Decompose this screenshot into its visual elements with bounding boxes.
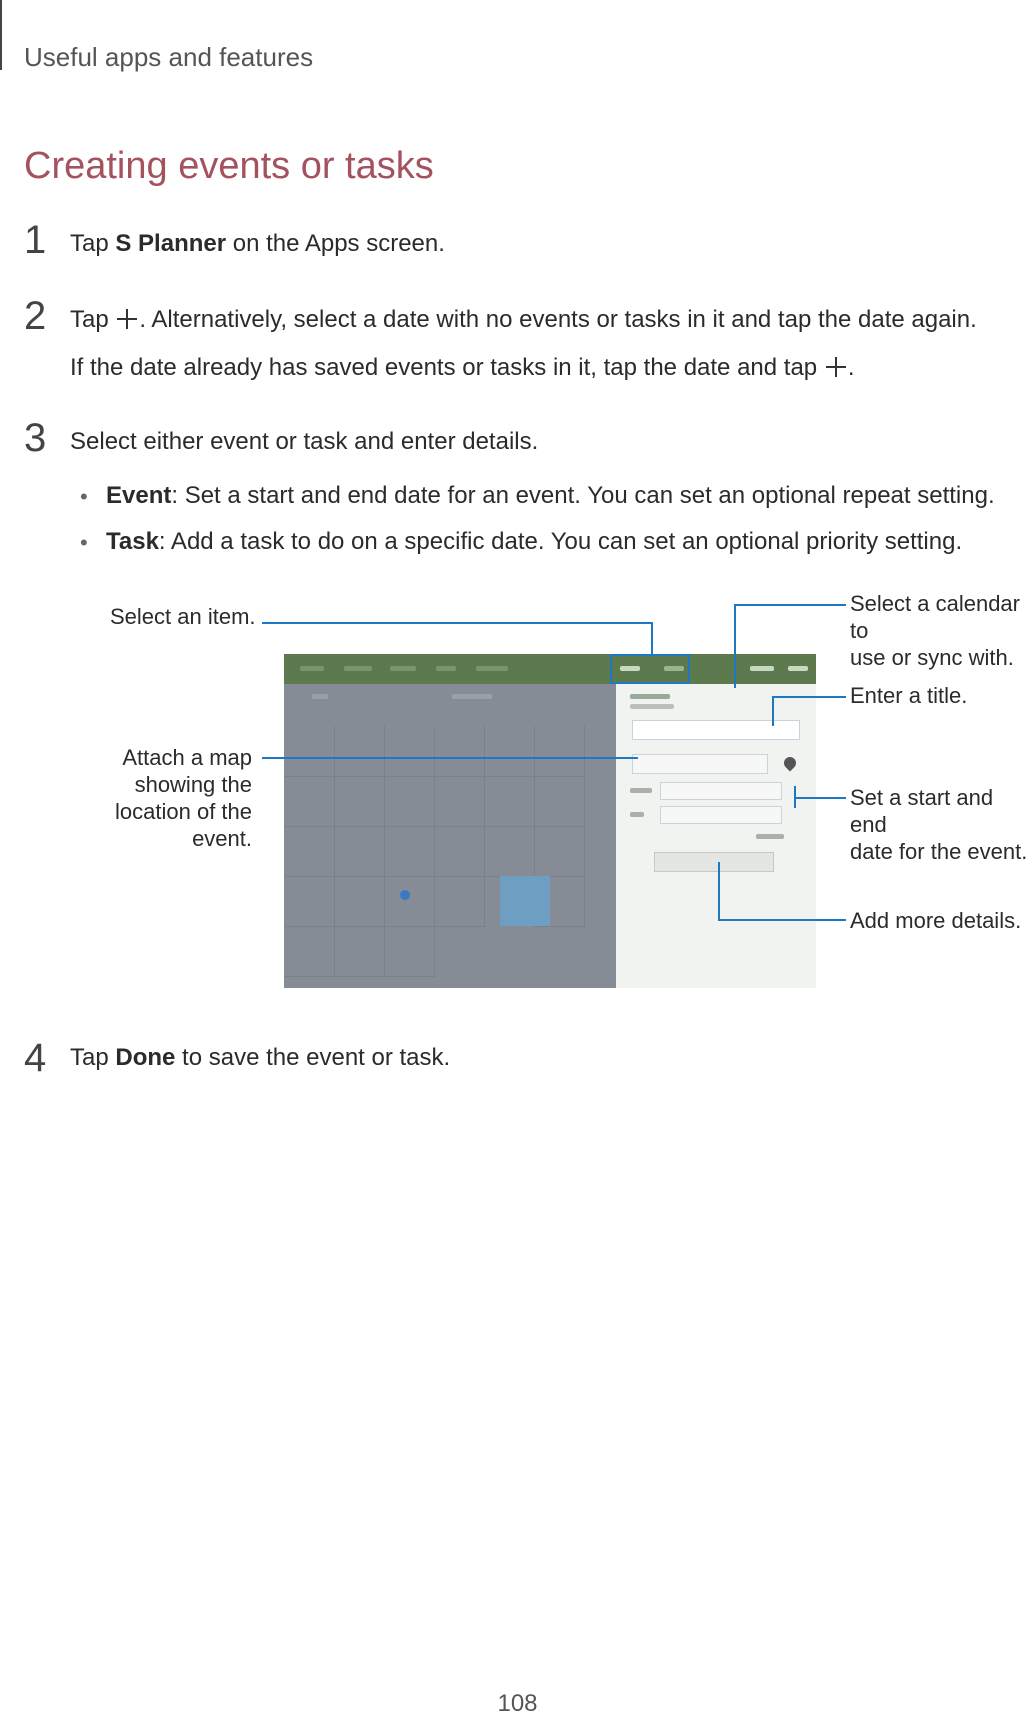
callout-line xyxy=(794,797,846,799)
bullet-task-label: Task xyxy=(106,528,159,555)
blurred-tab xyxy=(344,666,372,671)
bullet-dot: • xyxy=(80,530,88,555)
calendar-cell xyxy=(534,726,585,777)
view-more-options-mock xyxy=(654,852,774,872)
step-2-pre: Tap xyxy=(70,306,116,333)
callout-add-details: Add more details. xyxy=(850,908,1022,933)
blurred-tab xyxy=(476,666,508,671)
step-number-4: 4 xyxy=(24,1036,47,1080)
calendar-cell xyxy=(534,826,585,877)
callout-attach-map-line3: location of the xyxy=(115,799,252,824)
callout-select-calendar-line1: Select a calendar to xyxy=(850,591,1020,643)
callout-enter-title: Enter a title. xyxy=(850,683,968,708)
calendar-cell xyxy=(384,826,435,877)
step-4-post: to save the event or task. xyxy=(175,1044,451,1071)
calendar-cell xyxy=(334,876,385,927)
step-1-pre: Tap xyxy=(70,230,116,257)
callout-line xyxy=(651,622,653,654)
blurred-tab xyxy=(436,666,456,671)
step-1-text xyxy=(70,230,445,258)
step-number-2: 2 xyxy=(24,294,47,338)
s-planner-screenshot xyxy=(284,654,816,988)
calendar-cell xyxy=(484,776,535,827)
bullet-dot: • xyxy=(80,484,88,509)
calendar-cell xyxy=(384,776,435,827)
calendar-cell xyxy=(384,876,435,927)
calendar-cell xyxy=(484,826,535,877)
callout-attach-map-line1: Attach a map xyxy=(122,745,252,770)
calendar-cell xyxy=(534,776,585,827)
event-details-panel xyxy=(616,684,816,988)
blurred-to-label xyxy=(630,812,644,817)
step-2-text xyxy=(70,306,977,334)
step-number-1: 1 xyxy=(24,218,47,262)
bullet-event xyxy=(106,482,995,510)
end-date-field-mock xyxy=(660,806,782,824)
callout-set-date-line2: date for the event. xyxy=(850,839,1028,864)
calendar-cell xyxy=(384,726,435,777)
bullet-event-text: : Set a start and end date for an event. You can set an optional repeat setting. xyxy=(171,482,995,509)
calendar-cell xyxy=(484,726,535,777)
blurred-tab xyxy=(300,666,324,671)
blurred-cancel xyxy=(750,666,774,671)
blurred-calendar-label xyxy=(630,694,670,699)
calendar-cell xyxy=(284,826,335,877)
step-2-line2 xyxy=(70,354,854,382)
plus-icon xyxy=(826,357,846,377)
callout-line xyxy=(734,604,736,688)
blurred-all-day xyxy=(756,834,784,839)
calendar-cell xyxy=(384,926,435,977)
calendar-cell xyxy=(334,826,385,877)
step-2-post: . Alternatively, select a date with no events or tasks in it and tap the date again. xyxy=(139,306,977,333)
blurred-from-label xyxy=(630,788,652,793)
start-date-field-mock xyxy=(660,782,782,800)
calendar-cell xyxy=(284,726,335,777)
step-number-3: 3 xyxy=(24,416,47,460)
calendar-cell xyxy=(434,726,485,777)
step-2-line2-pre: If the date already has saved events or tasks in it, tap the date and tap xyxy=(70,354,824,381)
step-2-line2-post: . xyxy=(847,354,855,381)
calendar-cell xyxy=(334,776,385,827)
page-number: 108 xyxy=(497,1690,538,1717)
calendar-grid xyxy=(284,684,616,988)
calendar-cell xyxy=(334,926,385,977)
blurred-tab xyxy=(390,666,416,671)
step-4-bold: Done xyxy=(115,1044,176,1071)
calendar-cell xyxy=(284,876,335,927)
bullet-task-text: : Add a task to do on a specific date. You can set an optional priority setting. xyxy=(158,528,963,555)
callout-attach-map-line4: event. xyxy=(192,826,252,851)
callout-line xyxy=(718,862,720,920)
callout-line xyxy=(772,696,846,698)
blurred-year xyxy=(312,694,328,699)
selected-date-cell xyxy=(500,876,550,926)
today-marker xyxy=(400,890,410,900)
callout-attach-map-line2: showing the xyxy=(134,772,252,797)
section-title: Creating events or tasks xyxy=(24,145,434,187)
calendar-cell xyxy=(284,776,335,827)
step-1-bold: S Planner xyxy=(115,230,227,257)
map-pin-icon xyxy=(782,755,799,772)
calendar-cell xyxy=(284,926,335,977)
step-4-pre: Tap xyxy=(70,1044,116,1071)
callout-line xyxy=(734,604,846,606)
callout-line xyxy=(262,757,638,759)
calendar-cell xyxy=(434,876,485,927)
callout-select-item: Select an item. xyxy=(110,604,256,629)
location-field-mock xyxy=(632,754,768,774)
header-rule xyxy=(0,0,2,70)
callout-line xyxy=(718,919,846,921)
blurred-calendar-name xyxy=(630,704,674,709)
callout-set-date-line1: Set a start and end xyxy=(850,785,994,837)
blurred-month xyxy=(452,694,492,699)
callout-line xyxy=(262,622,652,624)
plus-icon xyxy=(117,309,137,329)
bullet-task xyxy=(106,528,962,556)
screenshot-top-bar xyxy=(284,654,816,684)
step-3-text: Select either event or task and enter details. xyxy=(70,428,539,455)
event-task-tab-highlight xyxy=(610,654,690,684)
bullet-event-label: Event xyxy=(106,482,172,509)
header-section: Useful apps and features xyxy=(24,42,314,72)
calendar-cell xyxy=(434,776,485,827)
callout-select-calendar-line2: use or sync with. xyxy=(850,645,1014,670)
callout-attach-map xyxy=(100,744,252,852)
blurred-done xyxy=(788,666,808,671)
step-4-text xyxy=(70,1044,450,1072)
step-1-post: on the Apps screen. xyxy=(226,230,445,257)
title-field-mock xyxy=(632,720,800,740)
calendar-cell xyxy=(334,726,385,777)
callout-set-date xyxy=(850,784,1035,865)
callout-line xyxy=(772,696,774,726)
callout-select-calendar xyxy=(850,590,1035,671)
calendar-cell xyxy=(434,826,485,877)
